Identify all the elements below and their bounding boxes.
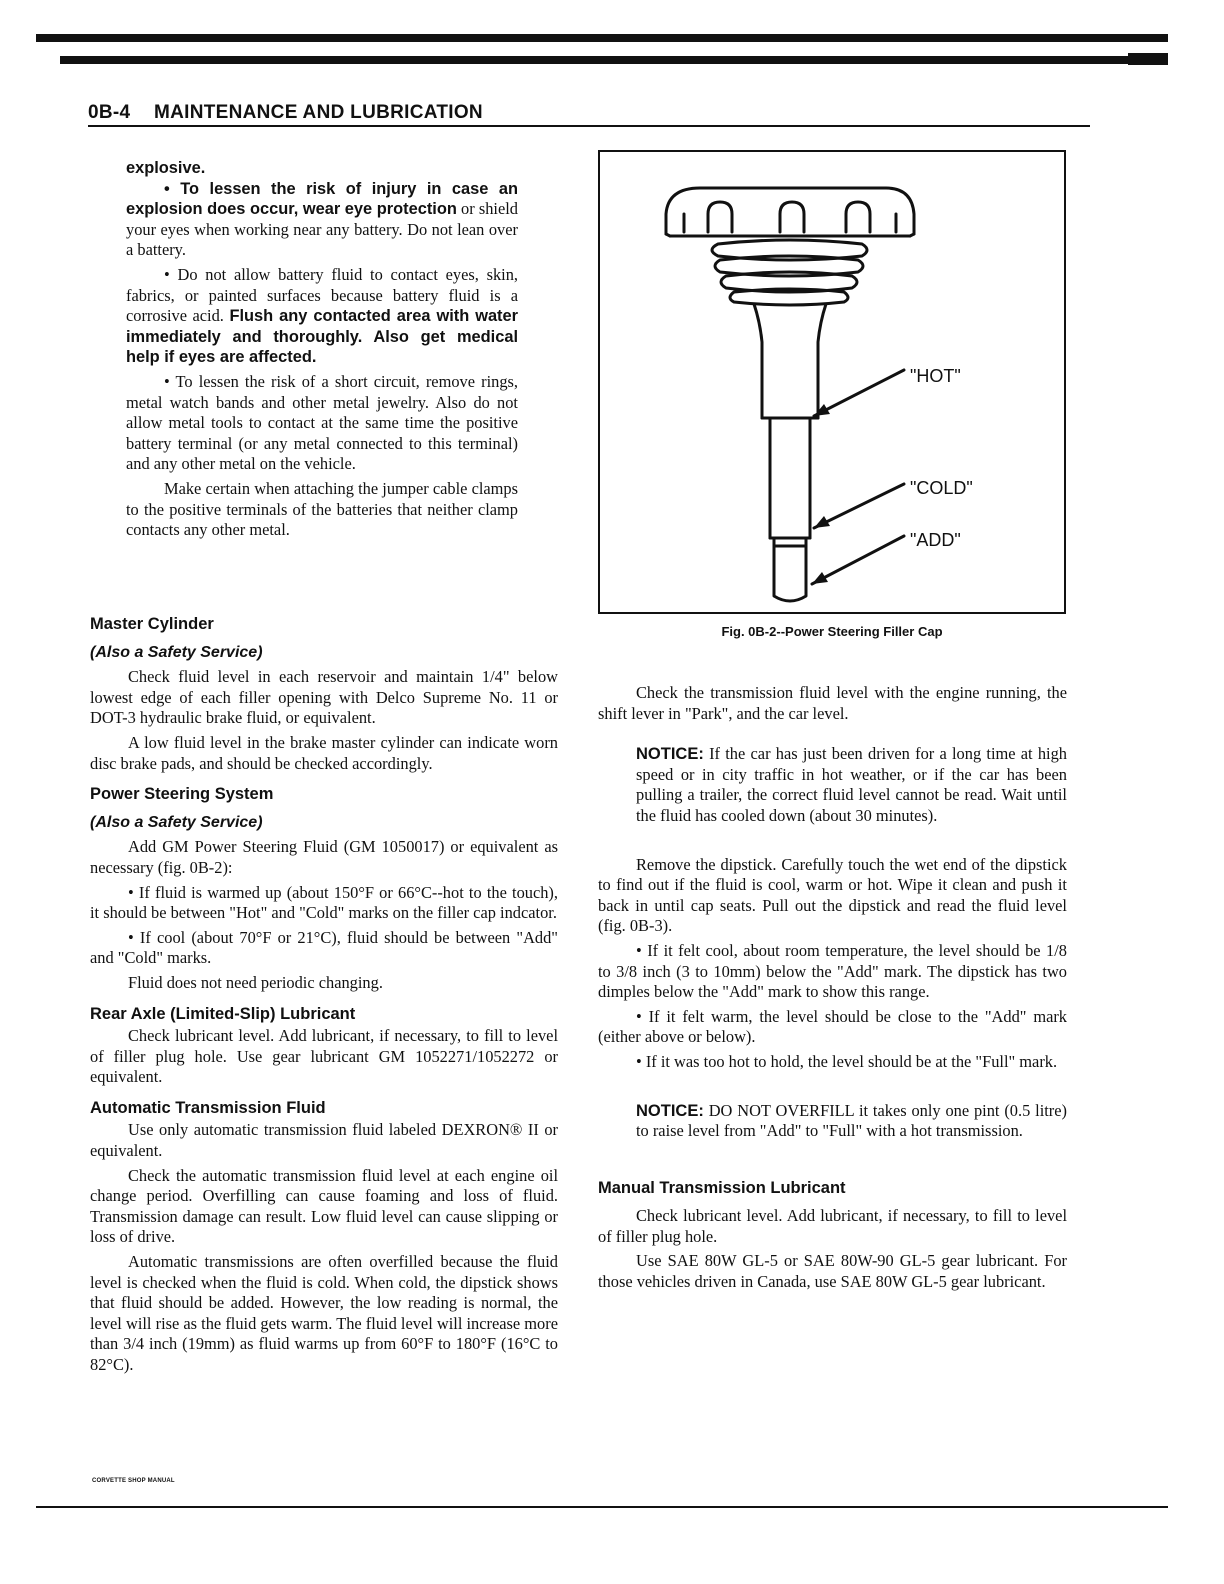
heading-manual-transmission: Manual Transmission Lubricant xyxy=(598,1178,846,1197)
footer-manual-name: CORVETTE SHOP MANUAL xyxy=(92,1478,175,1484)
paragraph-mtl-1: Check lubricant level. Add lubricant, if necessary, to fill to level of filler plug hole. xyxy=(598,1206,1067,1246)
notice-label: NOTICE: xyxy=(636,1101,704,1120)
notice-overfill xyxy=(636,1101,1067,1142)
heading-rear-axle: Rear Axle (Limited-Slip) Lubricant xyxy=(90,1004,356,1023)
label-hot: "HOT" xyxy=(910,366,961,386)
heading-atf: Automatic Transmission Fluid xyxy=(90,1098,326,1117)
bottom-rule xyxy=(36,1506,1168,1508)
label-add: "ADD" xyxy=(910,530,961,550)
header-rule xyxy=(88,125,1090,127)
notice-hot-weather xyxy=(636,744,1067,826)
paragraph-atf-2: Check the automatic transmission fluid level at each engine oil change period. Overfilling can cause foaming and loss of fluid. Transmission damage can result. Low fluid level can cause slipping or loss of drive. xyxy=(90,1165,558,1247)
eye-protection-rest: or shield your eyes when working near any battery. Do not lean over a battery. xyxy=(126,199,518,260)
paragraph-axle-1: Check lubricant level. Add lubricant, if necessary, to fill to level of filler plug hole. Use gear lubricant GM 1052271/1052272 or equivalent. xyxy=(90,1026,558,1087)
paragraph-mtl-2: Use SAE 80W GL-5 or SAE 80W-90 GL-5 gear lubricant. For those vehicles driven in Canada, use SAE 80W GL-5 gear lubricant. xyxy=(598,1251,1067,1292)
section-title: MAINTENANCE AND LUBRICATION xyxy=(153,102,483,123)
battery-safety-block xyxy=(126,158,518,541)
filler-cap-diagram xyxy=(600,152,1064,612)
paragraph-ps-1: Add GM Power Steering Fluid (GM 1050017) or equivalent as necessary (fig. 0B-2): xyxy=(90,837,558,877)
top-border-bar-secondary xyxy=(60,56,1168,64)
paragraph-eye-protection xyxy=(126,179,518,261)
paragraph-warm: • If it felt warm, the level should be close to the "Add" mark (either above or below). xyxy=(598,1006,1067,1047)
paragraph-short-circuit: • To lessen the risk of a short circuit, remove rings, metal watch bands and other metal jewelry. Also do not allow metal tools to contact at the same time the positive battery terminal (or any metal connected to this terminal) and any other metal on the vehicle. xyxy=(126,371,518,474)
notice-text: If the car has just been driven for a long time at high speed or in city traffic in hot weather, or if the car has been pulling a trailer, the correct fluid level cannot be read. Wait until the fluid has cooled down (about 30 minutes). xyxy=(636,744,1067,825)
paragraph-explosive: explosive. xyxy=(126,159,206,177)
paragraph-ps-2: • If fluid is warmed up (about 150°F or 66°C--hot to the touch), it should be between "Hot" and "Cold" marks on the filler cap indcator. xyxy=(90,882,558,923)
paragraph-battery-fluid xyxy=(126,265,518,368)
label-cold: "COLD" xyxy=(910,478,973,498)
paragraph-check-transmission: Check the transmission fluid level with the engine running, the shift lever in "Park", and the car level. xyxy=(598,683,1067,723)
paragraph-cool: • If it felt cool, about room temperature, the level should be 1/8 to 3/8 inch (3 to 10mm) below the "Add" mark. The dipstick has two dimples below the "Add" mark to show this range. xyxy=(598,940,1067,1002)
subheading-master-safety: (Also a Safety Service) xyxy=(90,643,263,661)
heading-power-steering: Power Steering System xyxy=(90,785,274,804)
notice-label: NOTICE: xyxy=(636,745,704,764)
right-column xyxy=(598,683,1067,1293)
top-border-bar xyxy=(36,34,1168,42)
battery-fluid-text: • Do not allow battery fluid to contact eyes, skin, fabrics, or painted surfaces because battery fluid is a corrosive acid. xyxy=(126,264,518,326)
paragraph-dipstick: Remove the dipstick. Carefully touch the wet end of the dipstick to find out if the fluid is cool, warm or hot. Wipe it clean and push it back in until cap seats. Pull out the dipstick and read the fluid level (fig. 0B-3). xyxy=(598,854,1067,936)
paragraph-master-1: Check fluid level in each reservoir and maintain 1/4" below lowest edge of each filler opening with Delco Supreme No. 11 or DOT-3 hydraulic brake fluid, or equivalent. xyxy=(90,667,558,728)
subheading-ps-safety: (Also a Safety Service) xyxy=(90,813,263,831)
eye-protection-warning: • To lessen the risk of injury in case an explosion does occur, wear eye protection xyxy=(126,179,518,219)
figure-power-steering-cap xyxy=(598,150,1066,614)
heading-master-cylinder: Master Cylinder xyxy=(90,615,214,633)
paragraph-hot: • If it was too hot to hold, the level should be at the "Full" mark. xyxy=(636,1051,1058,1071)
paragraph-atf-3: Automatic transmissions are often overfilled because the fluid level is checked when the fluid is cold. When cold, the dipstick shows that fluid should be added. However, the low reading is normal, the level will rise as the fluid gets warm. The fluid level will increase more than 3/4 inch (19mm) as fluid warms up from 60°F to 180°F (16°C to 82°C). xyxy=(90,1252,558,1374)
left-column xyxy=(90,614,558,1376)
page-header xyxy=(88,102,483,124)
paragraph-atf-1: Use only automatic transmission fluid labeled DEXRON® II or equivalent. xyxy=(90,1120,558,1161)
paragraph-jumper-cable: Make certain when attaching the jumper cable clamps to the positive terminals of the batteries that neither clamp contacts any other metal. xyxy=(126,478,518,540)
page-number: 0B-4 xyxy=(88,102,131,123)
flush-warning: Flush any contacted area with water immediately and thoroughly. Also get medical help if eyes are affected. xyxy=(126,307,519,367)
notice-text: DO NOT OVERFILL it takes only one pint (0.5 litre) to raise level from "Add" to "Full" with a hot transmission. xyxy=(636,1100,1067,1141)
paragraph-master-2: A low fluid level in the brake master cylinder can indicate worn disc brake pads, and should be checked accordingly. xyxy=(90,732,558,773)
figure-caption: Fig. 0B-2--Power Steering Filler Cap xyxy=(721,624,943,639)
paragraph-ps-3: • If cool (about 70°F or 21°C), fluid should be between "Add" and "Cold" marks. xyxy=(90,927,558,968)
paragraph-ps-4: Fluid does not need periodic changing. xyxy=(128,972,383,992)
